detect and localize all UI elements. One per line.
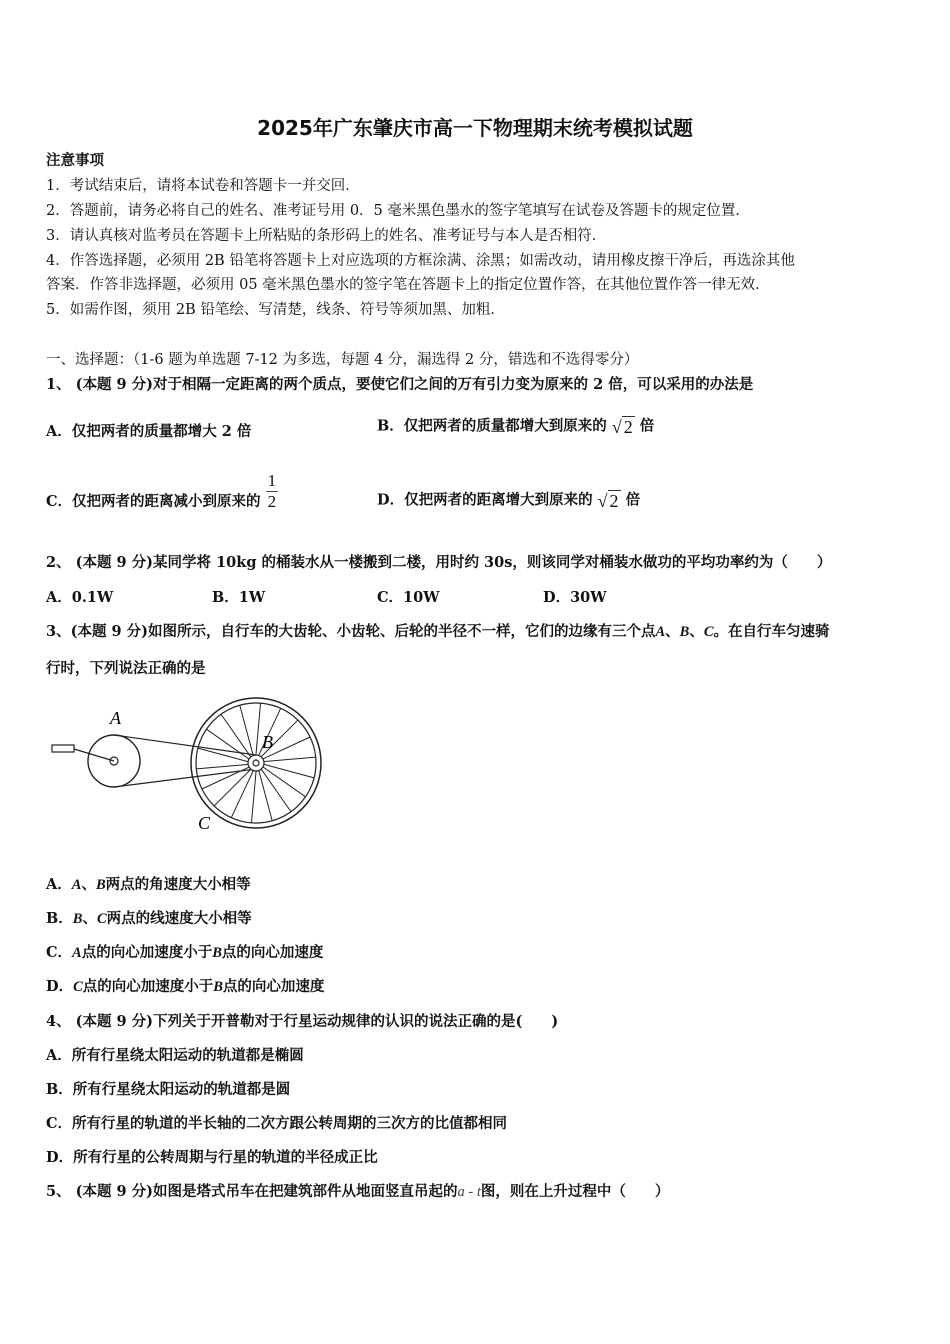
question-5-stem <box>46 1182 669 1202</box>
q3-option-d <box>46 977 324 997</box>
notice-heading: 注意事项 <box>46 152 104 169</box>
section-heading: 一、选择题：（1-6 题为单选题 7-12 为多选，每题 4 分，漏选得 2 分，错选和不选得零分） <box>46 352 639 368</box>
point-label: A <box>71 877 82 893</box>
pedal-shape <box>52 745 74 752</box>
q3-option-c <box>46 943 323 963</box>
wheel-spoke <box>255 703 260 760</box>
q1-option-d <box>377 490 640 511</box>
option-text: 点的向心加速度 <box>222 978 325 995</box>
separator: 、 <box>81 876 96 893</box>
fraction-denominator: 2 <box>267 491 277 511</box>
q2-option-c: C．10W <box>377 589 440 606</box>
q3-stem-suffix: 。在自行车匀速骑 <box>713 623 830 640</box>
q1-option-d-suffix: 倍 <box>625 491 641 509</box>
option-letter: C． <box>46 944 73 961</box>
notice-item: 4．作答选择题，必须用 2B 铅笔将答题卡上对应选项的方框涂满、涂黑；如需改动，请用橡皮擦干净后，再选涂其他 <box>46 253 795 269</box>
q3-option-a <box>46 875 251 895</box>
q4-option-a: A．所有行星绕太阳运动的轨道都是椭圆 <box>46 1047 304 1064</box>
notice-item: 1．考试结束后，请将本试卷和答题卡一并交回． <box>46 178 360 194</box>
q2-option-a: A．0.1W <box>46 589 114 606</box>
figure-label-c: C <box>198 813 211 833</box>
separator: 、 <box>665 623 680 640</box>
point-b-label: B <box>679 624 690 640</box>
q1-option-b-suffix: 倍 <box>639 417 655 435</box>
chain-lower <box>114 769 256 787</box>
q2-option-b: B．1W <box>212 589 266 606</box>
option-text: 点的向心加速度小于 <box>81 944 213 961</box>
sqrt-value: 2 <box>623 417 633 437</box>
question-3-stem-line2: 行时，下列说法正确的是 <box>46 660 206 677</box>
question-2-stem: 2、 (本题 9 分)某同学将 10kg 的桶装水从一楼搬到二楼，用时约 30s，则该同学对桶装水做功的平均功率约为（ ） <box>46 554 832 571</box>
notice-item: 5．如需作图，须用 2B 铅笔绘、写清楚，线条、符号等须加黑、加粗． <box>46 302 505 318</box>
q3-option-b <box>46 909 252 929</box>
q2-option-d: D．30W <box>543 589 607 606</box>
separator: 、 <box>689 623 704 640</box>
q1-option-a: A．仅把两者的质量都增大 2 倍 <box>46 423 252 440</box>
fraction-numerator: 1 <box>267 470 277 490</box>
q1-option-c-text: C．仅把两者的距离减小到原来的 <box>46 493 261 510</box>
wheel-spoke <box>251 766 256 823</box>
point-label: B <box>213 979 223 995</box>
q5-stem-text: 5、 (本题 9 分)如图是塔式吊车在把建筑部件从地面竖直吊起的 <box>46 1183 458 1200</box>
fraction <box>266 471 279 512</box>
q5-stem-suffix: 图，则在上升过程中（ ） <box>480 1183 670 1200</box>
q4-option-d: D．所有行星的公转周期与行星的轨道的半径成正比 <box>46 1149 378 1166</box>
sqrt-symbol: √ 2 <box>597 491 619 511</box>
point-label: B <box>72 911 83 927</box>
q1-option-d-text: D．仅把两者的距离增大到原来的 <box>377 491 593 509</box>
option-letter: D． <box>46 978 74 995</box>
q4-option-b: B．所有行星绕太阳运动的轨道都是圆 <box>46 1081 291 1098</box>
option-text: 两点的角速度大小相等 <box>105 876 251 893</box>
q1-option-b <box>377 416 654 437</box>
separator: 、 <box>82 910 97 927</box>
question-1-stem: 1、 (本题 9 分)对于相隔一定距离的两个质点，要使它们之间的万有引力变为原来的 2 倍，可以采用的办法是 <box>46 376 754 393</box>
question-3-stem <box>46 622 830 642</box>
q4-option-c: C．所有行星的轨道的半长轴的二次方跟公转周期的三次方的比值都相同 <box>46 1115 508 1132</box>
notice-item: 3．请认真核对监考员在答题卡上所粘贴的条形码上的姓名、准考证号与本人是否相符． <box>46 228 607 244</box>
a-t-formula: a - t <box>457 1184 481 1200</box>
hub <box>253 760 259 766</box>
point-label: B <box>212 945 222 961</box>
wheel-spoke <box>196 764 253 769</box>
page-title: 2025年广东肇庆市高一下物理期末统考模拟试题 <box>257 116 693 140</box>
q1-option-b-text: B．仅把两者的质量都增大到原来的 <box>377 417 607 435</box>
point-c-label: C <box>703 624 714 640</box>
sqrt-value: 2 <box>609 491 619 511</box>
option-letter: A． <box>46 876 72 893</box>
notice-item: 2．答题前，请务必将自己的姓名、准考证号用 0．5 毫米黑色墨水的签字笔填写在试卷及答题卡的规定位置． <box>46 203 750 219</box>
wheel-spoke <box>259 757 316 762</box>
figure-label-b: B <box>262 732 273 752</box>
point-label: C <box>73 979 83 995</box>
option-letter: B． <box>46 910 73 927</box>
option-text: 点的向心加速度 <box>221 944 324 961</box>
bicycle-wheel-diagram <box>46 695 336 845</box>
q3-stem-text: 3、(本题 9 分)如图所示，自行车的大齿轮、小齿轮、后轮的半径不一样，它们的边缘有三个点 <box>46 623 656 640</box>
point-label: C <box>96 911 107 927</box>
q1-option-c <box>46 470 278 512</box>
option-text: 点的向心加速度小于 <box>82 978 214 995</box>
point-label: B <box>95 877 106 893</box>
point-label: A <box>72 945 82 961</box>
question-4-stem: 4、 (本题 9 分)下列关于开普勒对于行星运动规律的认识的说法正确的是( ) <box>46 1013 559 1030</box>
crank-arm <box>74 749 114 761</box>
sqrt-symbol: √ 2 <box>611 417 633 437</box>
point-a-label: A <box>655 624 666 640</box>
notice-item: 答案．作答非选择题，必须用 05 毫米黑色墨水的签字笔在答题卡上的指定位置作答，在其他位置作答一律无效． <box>46 277 770 293</box>
figure-label-a: A <box>110 708 121 728</box>
option-text: 两点的线速度大小相等 <box>106 910 252 927</box>
